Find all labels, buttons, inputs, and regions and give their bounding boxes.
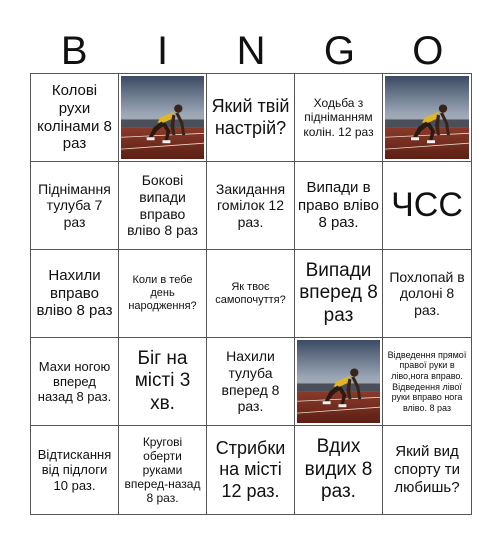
bingo-cell[interactable]	[119, 162, 207, 250]
header-letter-n: N	[236, 29, 266, 73]
bingo-cell-text: Як твоє самопочуття?	[215, 280, 286, 306]
bingo-card-grid	[30, 73, 472, 515]
bingo-cell-text: Колові рухи колінами 8 раз	[37, 82, 112, 153]
bingo-cell-text: Нахили тулуба вперед 8 раз.	[221, 348, 280, 415]
bingo-cell[interactable]	[383, 162, 471, 250]
bingo-cell-text: Коли в тебе день народження?	[128, 274, 197, 312]
bingo-cell-text: Біг на місті 3 хв.	[134, 347, 191, 414]
bingo-cell-image[interactable]	[383, 74, 471, 162]
bingo-cell-text: Похлопай в долоні 8 раз.	[389, 268, 465, 318]
bingo-cell[interactable]	[31, 426, 119, 514]
bingo-cell-text: Кругові оберти руками вперед-назад 8 раз.	[124, 434, 201, 506]
sprinter-start-image	[297, 340, 380, 423]
bingo-cell-text: Який твій настрій?	[211, 96, 290, 138]
bingo-cell-text: Який вид спорту ти любишь?	[394, 443, 460, 496]
bingo-cell[interactable]	[31, 250, 119, 338]
bingo-cell-image[interactable]	[119, 74, 207, 162]
bingo-cell-text: Випади вперед 8 раз	[299, 259, 378, 326]
header-letter-i: I	[157, 29, 169, 73]
bingo-cell[interactable]	[119, 338, 207, 426]
bingo-cell[interactable]	[207, 426, 295, 514]
bingo-cell[interactable]	[207, 74, 295, 162]
header-letter-o: O	[412, 29, 444, 73]
bingo-cell-image[interactable]	[295, 338, 383, 426]
header-letter-g: G	[323, 29, 355, 73]
bingo-cell-text: Нахили вправо вліво 8 раз	[36, 266, 113, 320]
bingo-cell[interactable]	[207, 250, 295, 338]
bingo-header	[30, 28, 472, 74]
bingo-cell[interactable]	[207, 338, 295, 426]
bingo-cell-text: Бокові випади вправо вліво 8 раз	[127, 172, 198, 239]
bingo-cell-text: Відтискання від підлоги 10 раз.	[37, 447, 112, 493]
header-letter-b: B	[60, 29, 88, 73]
bingo-cell[interactable]	[295, 74, 383, 162]
bingo-cell-text: Ходьба з підніманням колін. 12 раз	[303, 96, 374, 139]
bingo-cell-text: Відведення прямої правої руки в ліво,нога вправо. Відведення лівої руки вправо нога вліво. 8 раз	[387, 349, 467, 413]
bingo-cell-text: Махи ногою вперед назад 8 раз.	[37, 358, 112, 405]
bingo-cell[interactable]	[31, 338, 119, 426]
bingo-cell-text: Випади в право вліво 8 раз.	[298, 178, 379, 232]
bingo-cell[interactable]	[295, 162, 383, 250]
bingo-cell[interactable]	[295, 250, 383, 338]
bingo-cell[interactable]	[31, 74, 119, 162]
bingo-cell[interactable]	[119, 426, 207, 514]
sprinter-start-image	[385, 76, 469, 159]
bingo-cell[interactable]	[119, 250, 207, 338]
sprinter-start-image	[121, 76, 204, 159]
bingo-cell-text: Стрибки на місті 12 раз.	[215, 438, 286, 501]
bingo-cell-text: Закидання гомілок 12 раз.	[215, 180, 286, 230]
bingo-cell-text: ЧСС	[391, 186, 463, 225]
bingo-cell-text: Вдих видих 8 раз.	[304, 436, 373, 503]
bingo-cell[interactable]	[295, 426, 383, 514]
bingo-cell[interactable]	[207, 162, 295, 250]
bingo-cell[interactable]	[383, 426, 471, 514]
bingo-cell[interactable]	[383, 250, 471, 338]
bingo-cell[interactable]	[383, 338, 471, 426]
bingo-cell-text: Піднімання тулуба 7 раз	[38, 180, 111, 230]
bingo-cell[interactable]	[31, 162, 119, 250]
